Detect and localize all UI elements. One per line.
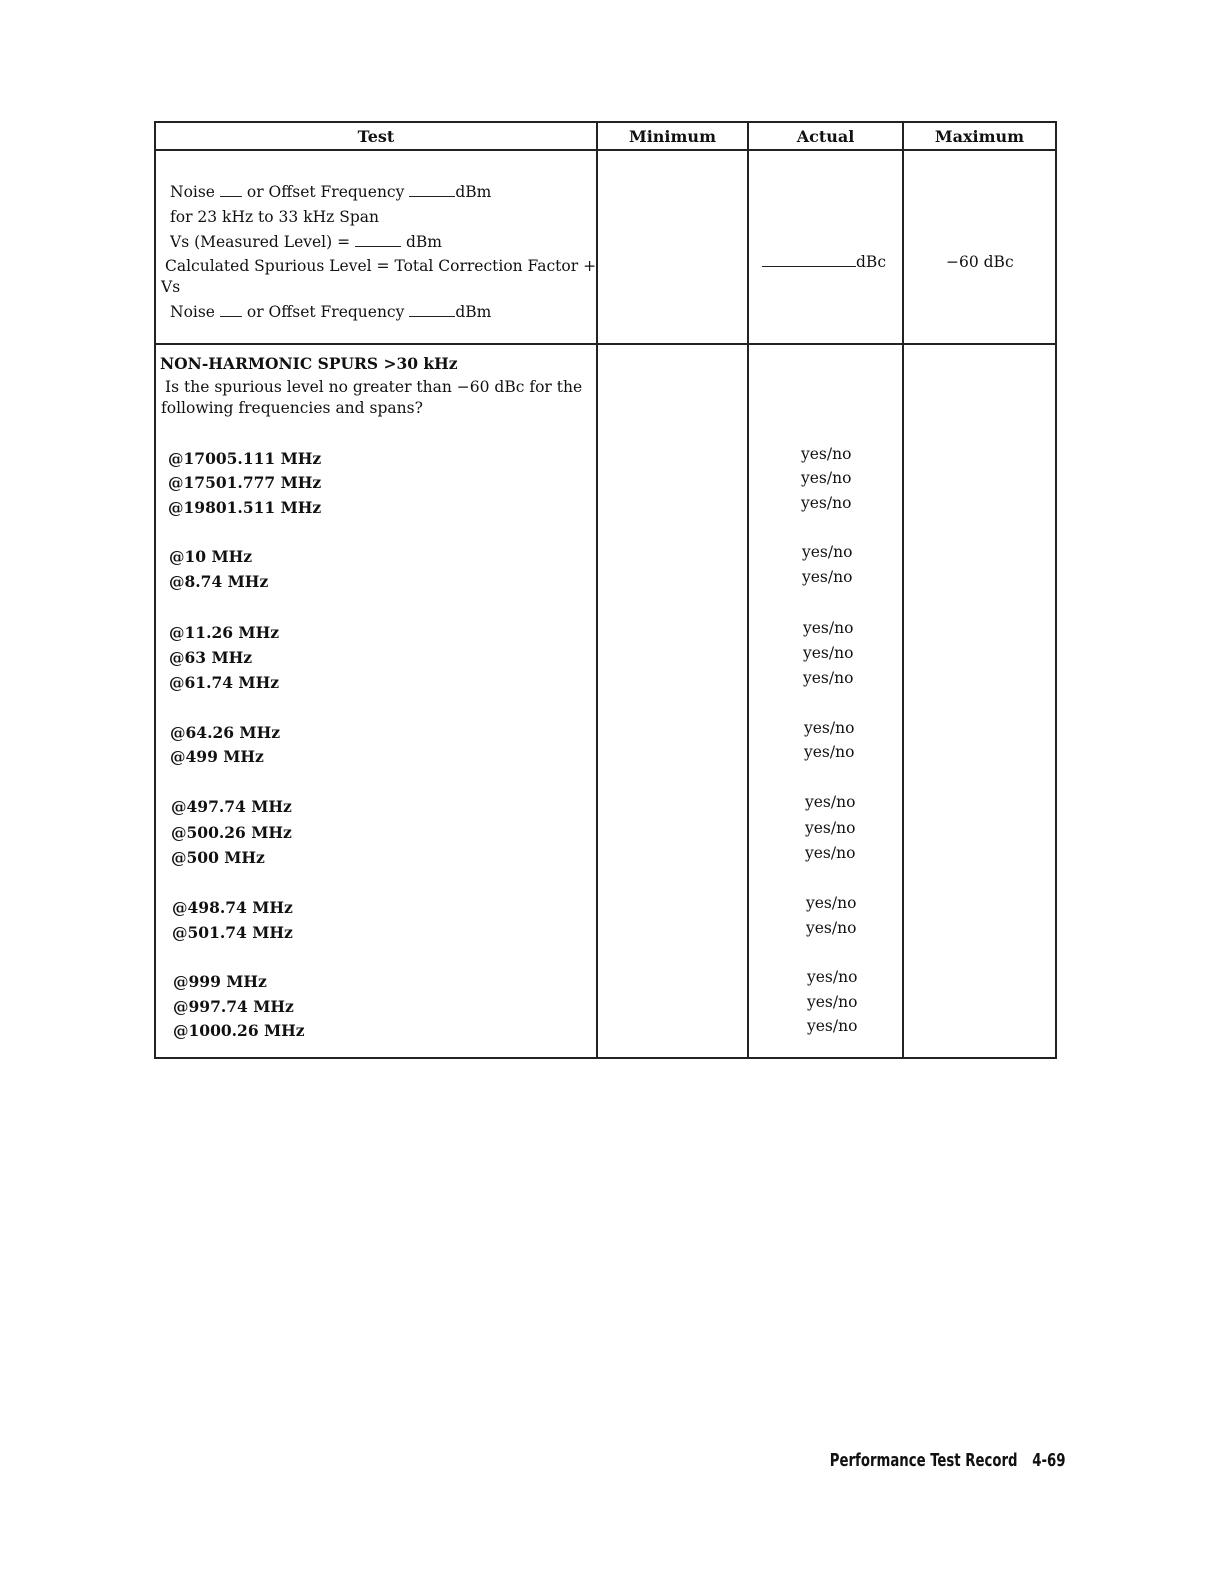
frequency-label: @19801.511 MHz: [168, 498, 322, 517]
column-divider-actual: [747, 123, 749, 1057]
frequency-label: @11.26 MHz: [169, 623, 280, 642]
frequency-label: @997.74 MHz: [173, 997, 294, 1016]
frequency-label: @500.26 MHz: [171, 823, 292, 842]
yes-no-field: yes/no: [805, 819, 856, 837]
yes-no-field: yes/no: [803, 644, 854, 662]
section-divider: [156, 343, 1055, 345]
yes-no-field: yes/no: [804, 743, 855, 761]
yes-no-field: yes/no: [806, 894, 857, 912]
page-number: 4-69: [1032, 1450, 1066, 1471]
yes-no-field: yes/no: [807, 968, 858, 986]
frequency-label: @498.74 MHz: [172, 898, 293, 917]
yes-no-field: yes/no: [807, 1017, 858, 1035]
yes-no-field: yes/no: [804, 719, 855, 737]
performance-test-table: [154, 121, 1057, 1059]
calculated-spurious-line: Calculated Spurious Level = Total Correction Factor +: [165, 257, 597, 275]
header-row-divider: [156, 149, 1055, 151]
frequency-label: @64.26 MHz: [170, 723, 281, 742]
section-title: NON-HARMONIC SPURS >30 kHz: [160, 354, 458, 373]
header-test: Test: [357, 127, 395, 146]
measured-level-line: Vs (Measured Level) = dBm: [170, 233, 442, 251]
yes-no-field: yes/no: [805, 844, 856, 862]
frequency-label: @497.74 MHz: [171, 797, 292, 816]
header-actual: Actual: [796, 127, 855, 146]
frequency-label: @63 MHz: [169, 648, 253, 667]
frequency-label: @999 MHz: [173, 972, 267, 991]
frequency-label: @8.74 MHz: [169, 572, 269, 591]
header-maximum: Maximum: [934, 127, 1025, 146]
yes-no-field: yes/no: [801, 494, 852, 512]
column-divider-minimum: [596, 123, 598, 1057]
frequency-label: @1000.26 MHz: [173, 1021, 305, 1040]
noise-offset-line-1: Noise or Offset Frequency dBm: [170, 183, 492, 201]
yes-no-field: yes/no: [805, 793, 856, 811]
question-line-2: following frequencies and spans?: [161, 399, 423, 417]
yes-no-field: yes/no: [801, 445, 852, 463]
question-line-1: Is the spurious level no greater than −60 dBc for the: [165, 378, 583, 396]
yes-no-field: yes/no: [803, 619, 854, 637]
yes-no-field: yes/no: [801, 469, 852, 487]
frequency-label: @501.74 MHz: [172, 923, 293, 942]
frequency-label: @17501.777 MHz: [168, 473, 322, 492]
page-footer: [830, 1450, 1066, 1471]
column-divider-maximum: [902, 123, 904, 1057]
maximum-value: −60 dBc: [946, 253, 1014, 271]
frequency-label: @499 MHz: [170, 747, 264, 766]
frequency-label: @500 MHz: [171, 848, 265, 867]
span-line: for 23 kHz to 33 kHz Span: [170, 208, 379, 226]
noise-offset-line-2: Noise or Offset Frequency dBm: [170, 303, 492, 321]
vs-line: Vs: [161, 278, 181, 296]
yes-no-field: yes/no: [802, 568, 853, 586]
yes-no-field: yes/no: [806, 919, 857, 937]
frequency-label: @17005.111 MHz: [168, 449, 322, 468]
yes-no-field: yes/no: [802, 543, 853, 561]
actual-dbc-field: dBc: [762, 253, 886, 271]
frequency-label: @61.74 MHz: [169, 673, 280, 692]
frequency-label: @10 MHz: [169, 547, 253, 566]
yes-no-field: yes/no: [803, 669, 854, 687]
yes-no-field: yes/no: [807, 993, 858, 1011]
footer-title: Performance Test Record: [830, 1450, 1019, 1471]
header-minimum: Minimum: [629, 127, 716, 146]
